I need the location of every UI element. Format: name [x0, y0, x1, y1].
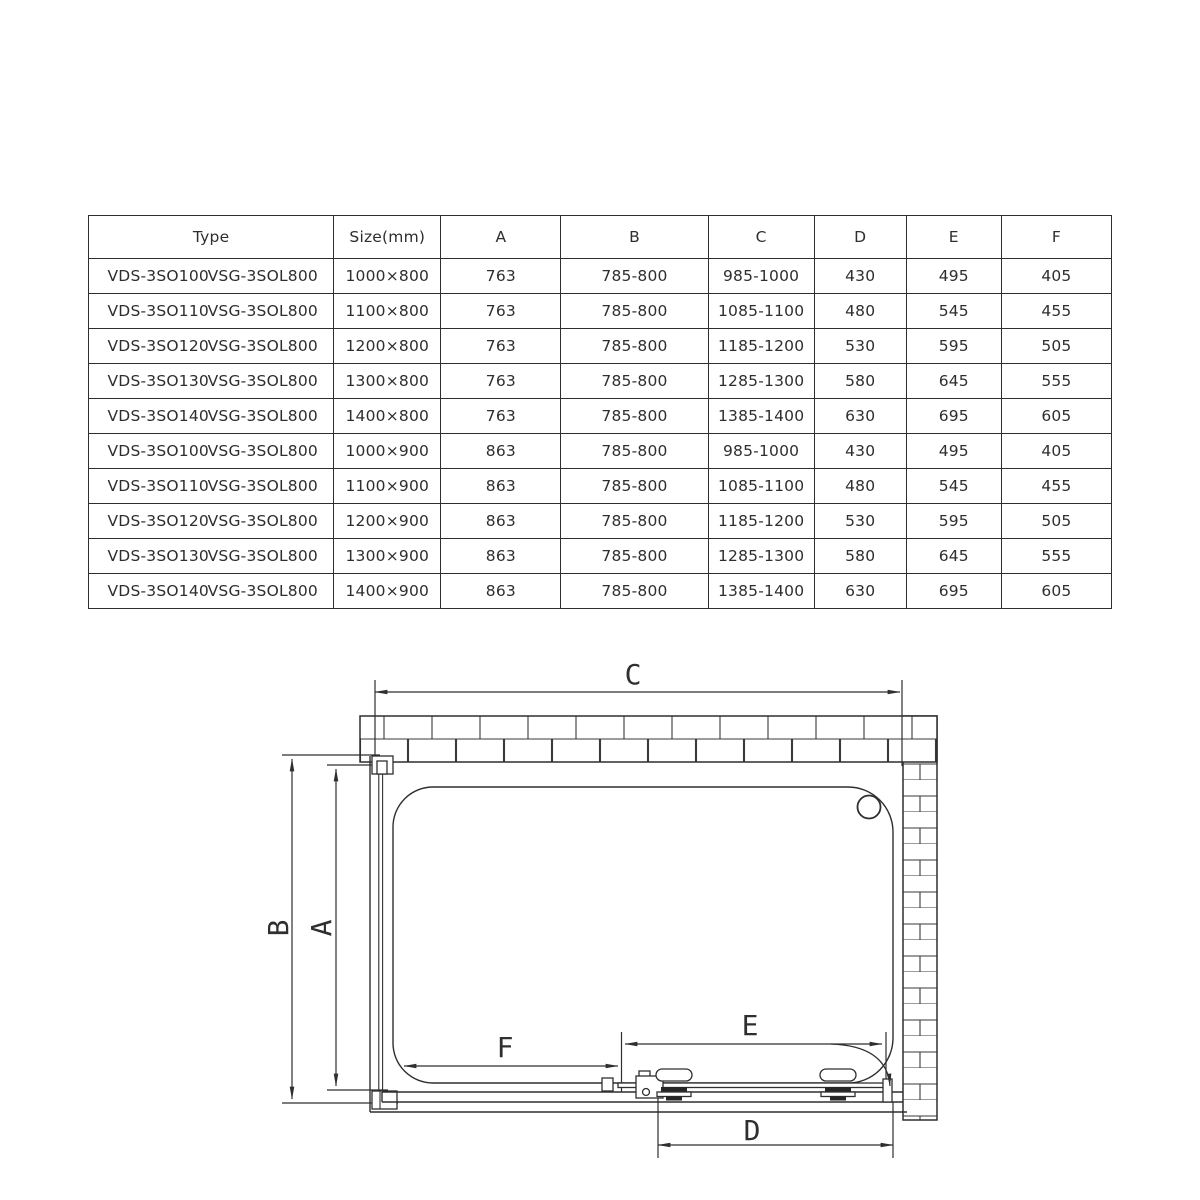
spec-cell: 1200×900: [334, 504, 441, 539]
spec-cell: 480: [814, 294, 906, 329]
table-row: [89, 504, 1112, 539]
table-row: [89, 399, 1112, 434]
table-row: [89, 329, 1112, 364]
spec-cell: 1385-1400: [708, 574, 814, 609]
spec-cell: 695: [906, 574, 1001, 609]
spec-cell: 863: [441, 504, 561, 539]
type-cell: VDS-3SO140VSG-3SOL800: [89, 574, 334, 609]
spec-cell: 785-800: [561, 574, 708, 609]
spec-cell: 985-1000: [708, 434, 814, 469]
shower-enclosure-plan-diagram: [0, 640, 1200, 1200]
spec-cell: 863: [441, 574, 561, 609]
spec-cell: 1000×900: [334, 434, 441, 469]
spec-table-container: [88, 215, 1112, 609]
dimension-c-label: C: [624, 658, 642, 691]
spec-cell: 863: [441, 539, 561, 574]
spec-cell: 1185-1200: [708, 329, 814, 364]
spec-cell: 605: [1001, 399, 1111, 434]
col-header-c: C: [708, 216, 814, 259]
spec-cell: 785-800: [561, 504, 708, 539]
type-cell: VDS-3SO130VSG-3SOL800: [89, 539, 334, 574]
spec-cell: 455: [1001, 469, 1111, 504]
dimension-a-label: A: [305, 919, 338, 937]
spec-cell: 555: [1001, 539, 1111, 574]
spec-cell: 545: [906, 469, 1001, 504]
top-wall-brick: [360, 716, 937, 762]
door-end-bracket: [883, 1079, 892, 1102]
spec-cell: 763: [441, 259, 561, 294]
spec-cell: 495: [906, 259, 1001, 294]
enclosure-frame: [370, 756, 907, 1112]
shower-tray: [393, 787, 893, 1083]
spec-cell: 455: [1001, 294, 1111, 329]
spec-cell: 595: [906, 329, 1001, 364]
spec-cell: 530: [814, 504, 906, 539]
dimension-e-label: E: [741, 1009, 759, 1042]
spec-cell: 785-800: [561, 434, 708, 469]
spec-cell: 530: [814, 329, 906, 364]
spec-cell: 630: [814, 399, 906, 434]
spec-cell: 405: [1001, 434, 1111, 469]
dimension-f-label: F: [496, 1031, 514, 1064]
spec-cell: 1385-1400: [708, 399, 814, 434]
spec-cell: 1100×800: [334, 294, 441, 329]
table-row: [89, 294, 1112, 329]
spec-cell: 863: [441, 434, 561, 469]
spec-cell: 1185-1200: [708, 504, 814, 539]
col-header-f: F: [1001, 216, 1111, 259]
spec-cell: 630: [814, 574, 906, 609]
spec-cell: 785-800: [561, 399, 708, 434]
spec-cell: 785-800: [561, 294, 708, 329]
spec-cell: 763: [441, 294, 561, 329]
spec-cell: 1085-1100: [708, 294, 814, 329]
table-row: [89, 469, 1112, 504]
spec-table: [88, 215, 1112, 609]
spec-cell: 785-800: [561, 259, 708, 294]
table-row: [89, 259, 1112, 294]
spec-cell: 645: [906, 539, 1001, 574]
spec-cell: 505: [1001, 504, 1111, 539]
spec-table-body: [89, 259, 1112, 609]
col-header-b: B: [561, 216, 708, 259]
col-header-type: Type: [89, 216, 334, 259]
spec-cell: 785-800: [561, 329, 708, 364]
drain-icon: [858, 796, 881, 819]
spec-cell: 495: [906, 434, 1001, 469]
spec-cell: 785-800: [561, 539, 708, 574]
spec-cell: 763: [441, 399, 561, 434]
spec-cell: 785-800: [561, 364, 708, 399]
table-row: [89, 364, 1112, 399]
type-cell: VDS-3SO110VSG-3SOL800: [89, 469, 334, 504]
col-header-a: A: [441, 216, 561, 259]
table-row: [89, 539, 1112, 574]
spec-cell: 985-1000: [708, 259, 814, 294]
spec-cell: 763: [441, 364, 561, 399]
type-cell: VDS-3SO120VSG-3SOL800: [89, 504, 334, 539]
spec-cell: 1300×900: [334, 539, 441, 574]
type-cell: VDS-3SO130VSG-3SOL800: [89, 364, 334, 399]
spec-cell: 545: [906, 294, 1001, 329]
spec-cell: 1400×900: [334, 574, 441, 609]
spec-cell: 1000×800: [334, 259, 441, 294]
spec-cell: 1285-1300: [708, 364, 814, 399]
door-handle: [602, 1078, 613, 1091]
type-cell: VDS-3SO110VSG-3SOL800: [89, 294, 334, 329]
spec-cell: 863: [441, 469, 561, 504]
col-header-e: E: [906, 216, 1001, 259]
spec-cell: 1100×900: [334, 469, 441, 504]
col-header-d: D: [814, 216, 906, 259]
type-cell: VDS-3SO140VSG-3SOL800: [89, 399, 334, 434]
wall-profile-bottom: [372, 1091, 397, 1109]
side-wall-brick: [903, 716, 937, 1120]
spec-cell: 580: [814, 539, 906, 574]
dimension-b-label: B: [262, 919, 295, 937]
spec-cell: 605: [1001, 574, 1111, 609]
spec-header-row: [89, 216, 1112, 259]
table-row: [89, 434, 1112, 469]
spec-cell: 505: [1001, 329, 1111, 364]
spec-cell: 785-800: [561, 469, 708, 504]
dimension-d: [658, 1098, 893, 1158]
spec-cell: 1300×800: [334, 364, 441, 399]
spec-cell: 1200×800: [334, 329, 441, 364]
dimension-d-label: D: [743, 1114, 761, 1147]
spec-cell: 695: [906, 399, 1001, 434]
type-cell: VDS-3SO100VSG-3SOL800: [89, 259, 334, 294]
spec-cell: 405: [1001, 259, 1111, 294]
spec-cell: 430: [814, 434, 906, 469]
spec-cell: 555: [1001, 364, 1111, 399]
spec-cell: 1285-1300: [708, 539, 814, 574]
sliding-door: [602, 1044, 892, 1102]
type-cell: VDS-3SO100VSG-3SOL800: [89, 434, 334, 469]
spec-cell: 763: [441, 329, 561, 364]
spec-cell: 645: [906, 364, 1001, 399]
spec-cell: 480: [814, 469, 906, 504]
spec-cell: 1400×800: [334, 399, 441, 434]
type-cell: VDS-3SO120VSG-3SOL800: [89, 329, 334, 364]
dimension-a: [305, 765, 388, 1090]
spec-cell: 1085-1100: [708, 469, 814, 504]
spec-cell: 595: [906, 504, 1001, 539]
spec-cell: 430: [814, 259, 906, 294]
spec-cell: 580: [814, 364, 906, 399]
col-header-size: Size(mm): [334, 216, 441, 259]
table-row: [89, 574, 1112, 609]
